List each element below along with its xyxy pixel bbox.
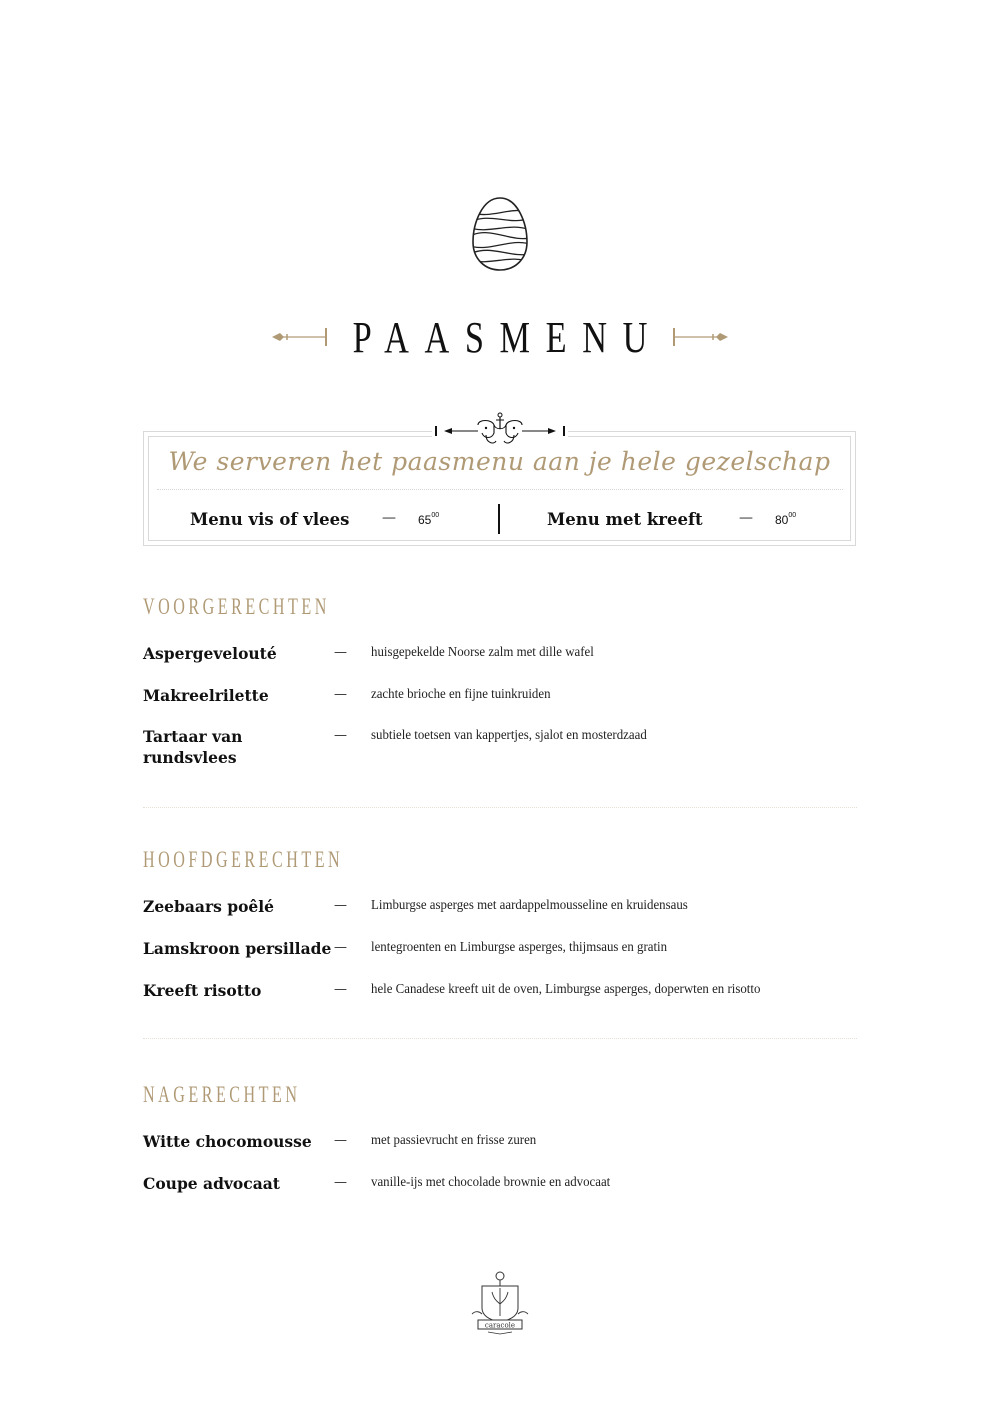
dish-description: subtiele toetsen van kappertjes, sjalot en mosterdzaad bbox=[371, 728, 647, 743]
dish-name: Tartaar van rundsvlees bbox=[143, 727, 243, 767]
menu-option-price bbox=[418, 513, 439, 527]
price-cents: 00 bbox=[788, 512, 797, 519]
dish-description: huisgepekelde Noorse zalm met dille wafel bbox=[371, 645, 594, 660]
dish-name: Makreelrilette bbox=[143, 686, 269, 705]
dish-description: met passievrucht en frisse zuren bbox=[371, 1133, 537, 1148]
title-row bbox=[0, 308, 1000, 368]
dish-dash: — bbox=[334, 940, 347, 955]
dish-dash: — bbox=[334, 1133, 347, 1148]
menu-option-label: Menu vis of vlees bbox=[190, 510, 350, 529]
caracole-crest-icon bbox=[468, 1270, 532, 1336]
dish-description: vanille-ijs met chocolade brownie en advocaat bbox=[371, 1175, 611, 1190]
dish-description: hele Canadese kreeft uit de oven, Limburgse asperges, doperwten en risotto bbox=[371, 982, 761, 997]
menu-option-label: Menu met kreeft bbox=[547, 510, 703, 529]
arrow-right-icon bbox=[672, 326, 730, 348]
intro-script-text: We serveren het paasmenu aan je hele gezelschap bbox=[168, 447, 831, 476]
dish-description: zachte brioche en fijne tuinkruiden bbox=[371, 687, 551, 702]
dish-dash: — bbox=[334, 1175, 347, 1190]
dish-name: Coupe advocaat bbox=[143, 1174, 280, 1193]
egg-icon bbox=[470, 196, 530, 272]
dish-description: Limburgse asperges met aardappelmousseline en kruidensaus bbox=[371, 898, 688, 913]
section-title-nagerechten: NAGERECHTEN bbox=[143, 1082, 301, 1107]
dish-dash: — bbox=[334, 982, 347, 997]
page-title: PAASMENU bbox=[352, 313, 664, 362]
anchor-shrimp-ornament-icon bbox=[432, 411, 568, 449]
price-main: 80 bbox=[775, 513, 789, 527]
menu-options-divider bbox=[498, 504, 500, 534]
dish-dash: — bbox=[334, 898, 347, 913]
dish-name: Lamskroon persillade bbox=[143, 939, 332, 958]
price-cents: 00 bbox=[431, 512, 440, 519]
dish-dash: — bbox=[334, 728, 347, 743]
menu-option-price bbox=[775, 513, 796, 527]
dish-dash: — bbox=[334, 645, 347, 660]
menu-option-dash: — bbox=[739, 510, 753, 526]
menu-option-dash: — bbox=[382, 510, 396, 526]
price-main: 65 bbox=[418, 513, 432, 527]
section-title-hoofdgerechten: HOOFDGERECHTEN bbox=[143, 847, 344, 872]
dish-name: Kreeft risotto bbox=[143, 981, 262, 1000]
logo-text: caracole bbox=[484, 1321, 516, 1330]
dish-name: Zeebaars poêlé bbox=[143, 897, 275, 916]
section-separator bbox=[143, 1038, 857, 1039]
dish-dash: — bbox=[334, 687, 347, 702]
section-separator bbox=[143, 807, 857, 808]
dish-name: Witte chocomousse bbox=[143, 1132, 312, 1151]
dish-name: Aspergevelouté bbox=[143, 644, 277, 663]
dish-description: lentegroenten en Limburgse asperges, thijmsaus en gratin bbox=[371, 940, 668, 955]
section-title-voorgerechten: VOORGERECHTEN bbox=[143, 594, 330, 619]
intro-box-divider bbox=[157, 489, 843, 490]
